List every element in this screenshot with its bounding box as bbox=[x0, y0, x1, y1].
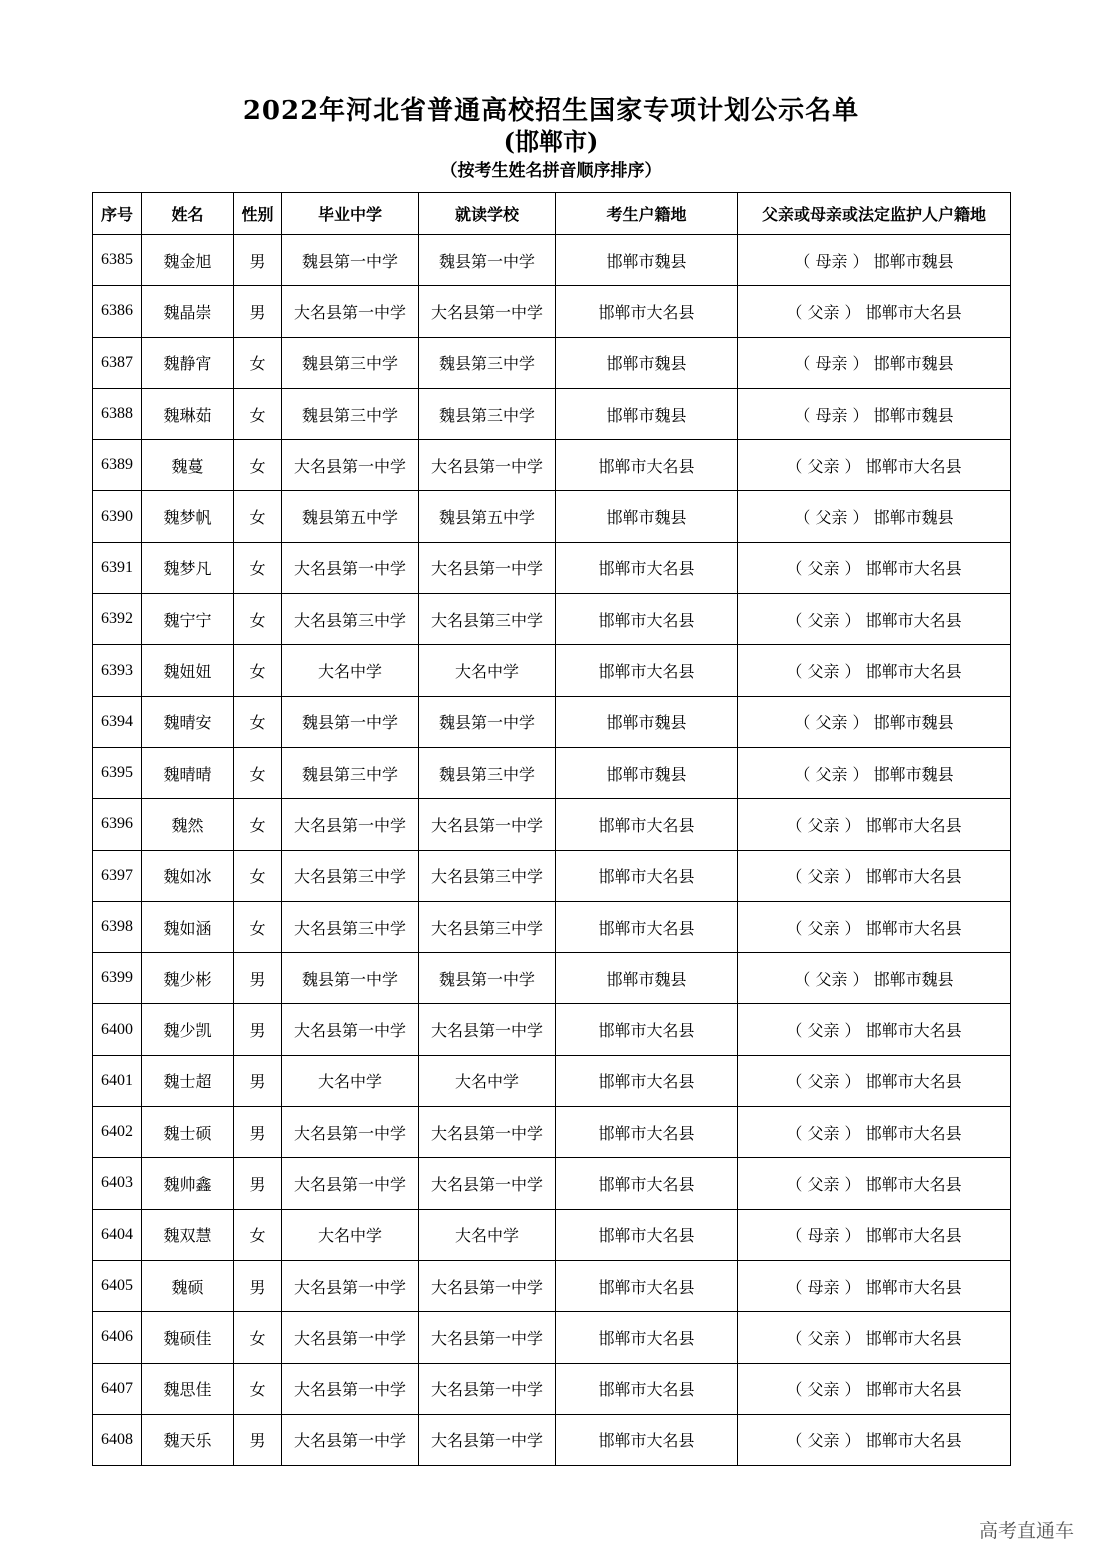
header-household-registration: 考生户籍地 bbox=[556, 193, 738, 235]
gender-cell: 女 bbox=[234, 1209, 282, 1260]
gender-cell: 女 bbox=[234, 594, 282, 645]
table-row bbox=[93, 440, 1011, 491]
seq-cell: 6406 bbox=[93, 1312, 142, 1363]
table-row bbox=[93, 286, 1011, 337]
graduated-school-cell: 魏县第五中学 bbox=[282, 491, 419, 542]
seq-cell: 6395 bbox=[93, 747, 142, 798]
seq-cell: 6389 bbox=[93, 440, 142, 491]
name-cell: 魏然 bbox=[142, 799, 234, 850]
seq-cell: 6402 bbox=[93, 1107, 142, 1158]
current-school-cell: 魏县第三中学 bbox=[419, 747, 556, 798]
table-row bbox=[93, 1312, 1011, 1363]
gender-cell: 男 bbox=[234, 1158, 282, 1209]
name-cell: 魏士硕 bbox=[142, 1107, 234, 1158]
table-row bbox=[93, 235, 1011, 286]
seq-cell: 6408 bbox=[93, 1414, 142, 1465]
table-header-row bbox=[93, 193, 1011, 235]
table-row bbox=[93, 594, 1011, 645]
current-school-cell: 大名县第一中学 bbox=[419, 1363, 556, 1414]
name-cell: 魏天乐 bbox=[142, 1414, 234, 1465]
household-cell: 邯郸市魏县 bbox=[556, 235, 738, 286]
household-cell: 邯郸市大名县 bbox=[556, 1004, 738, 1055]
name-cell: 魏宁宁 bbox=[142, 594, 234, 645]
guardian-cell: （ 母亲 ） 邯郸市大名县 bbox=[738, 1209, 1011, 1260]
seq-cell: 6387 bbox=[93, 337, 142, 388]
guardian-cell: （ 父亲 ） 邯郸市大名县 bbox=[738, 440, 1011, 491]
table-row bbox=[93, 542, 1011, 593]
header-graduated-school: 毕业中学 bbox=[282, 193, 419, 235]
guardian-cell: （ 父亲 ） 邯郸市大名县 bbox=[738, 645, 1011, 696]
household-cell: 邯郸市大名县 bbox=[556, 1414, 738, 1465]
seq-cell: 6403 bbox=[93, 1158, 142, 1209]
name-cell: 魏硕 bbox=[142, 1260, 234, 1311]
header-name: 姓名 bbox=[142, 193, 234, 235]
name-cell: 魏琳茹 bbox=[142, 388, 234, 439]
household-cell: 邯郸市大名县 bbox=[556, 1055, 738, 1106]
current-school-cell: 大名县第三中学 bbox=[419, 594, 556, 645]
guardian-cell: （ 父亲 ） 邯郸市大名县 bbox=[738, 286, 1011, 337]
table-row bbox=[93, 1004, 1011, 1055]
graduated-school-cell: 大名县第三中学 bbox=[282, 594, 419, 645]
graduated-school-cell: 大名县第一中学 bbox=[282, 1260, 419, 1311]
guardian-cell: （ 父亲 ） 邯郸市大名县 bbox=[738, 1414, 1011, 1465]
table-row bbox=[93, 491, 1011, 542]
graduated-school-cell: 魏县第一中学 bbox=[282, 696, 419, 747]
seq-cell: 6404 bbox=[93, 1209, 142, 1260]
name-cell: 魏少彬 bbox=[142, 953, 234, 1004]
current-school-cell: 魏县第三中学 bbox=[419, 388, 556, 439]
name-cell: 魏蔓 bbox=[142, 440, 234, 491]
current-school-cell: 魏县第一中学 bbox=[419, 953, 556, 1004]
household-cell: 邯郸市大名县 bbox=[556, 1260, 738, 1311]
gender-cell: 男 bbox=[234, 1414, 282, 1465]
guardian-cell: （ 父亲 ） 邯郸市大名县 bbox=[738, 1055, 1011, 1106]
gender-cell: 女 bbox=[234, 645, 282, 696]
table-row bbox=[93, 1158, 1011, 1209]
document-title: 2022年河北省普通高校招生国家专项计划公示名单 bbox=[242, 96, 860, 126]
guardian-cell: （ 父亲 ） 邯郸市大名县 bbox=[738, 542, 1011, 593]
current-school-cell: 大名县第一中学 bbox=[419, 542, 556, 593]
seq-cell: 6396 bbox=[93, 799, 142, 850]
name-cell: 魏硕佳 bbox=[142, 1312, 234, 1363]
household-cell: 邯郸市魏县 bbox=[556, 491, 738, 542]
table-row bbox=[93, 645, 1011, 696]
name-cell: 魏静宵 bbox=[142, 337, 234, 388]
name-cell: 魏双慧 bbox=[142, 1209, 234, 1260]
household-cell: 邯郸市大名县 bbox=[556, 1107, 738, 1158]
name-cell: 魏金旭 bbox=[142, 235, 234, 286]
table-row bbox=[93, 901, 1011, 952]
table-row bbox=[93, 696, 1011, 747]
graduated-school-cell: 魏县第三中学 bbox=[282, 747, 419, 798]
graduated-school-cell: 大名县第一中学 bbox=[282, 1158, 419, 1209]
graduated-school-cell: 大名县第一中学 bbox=[282, 1312, 419, 1363]
guardian-cell: （ 父亲 ） 邯郸市大名县 bbox=[738, 850, 1011, 901]
current-school-cell: 大名县第一中学 bbox=[419, 799, 556, 850]
header-current-school: 就读学校 bbox=[419, 193, 556, 235]
current-school-cell: 大名县第一中学 bbox=[419, 286, 556, 337]
gender-cell: 男 bbox=[234, 1055, 282, 1106]
seq-cell: 6399 bbox=[93, 953, 142, 1004]
current-school-cell: 魏县第五中学 bbox=[419, 491, 556, 542]
table-row bbox=[93, 799, 1011, 850]
name-cell: 魏晶崇 bbox=[142, 286, 234, 337]
table-row bbox=[93, 1414, 1011, 1465]
household-cell: 邯郸市大名县 bbox=[556, 542, 738, 593]
household-cell: 邯郸市大名县 bbox=[556, 850, 738, 901]
guardian-cell: （ 父亲 ） 邯郸市大名县 bbox=[738, 1158, 1011, 1209]
guardian-cell: （ 母亲 ） 邯郸市魏县 bbox=[738, 337, 1011, 388]
seq-cell: 6390 bbox=[93, 491, 142, 542]
graduated-school-cell: 大名县第一中学 bbox=[282, 286, 419, 337]
gender-cell: 女 bbox=[234, 696, 282, 747]
graduated-school-cell: 魏县第一中学 bbox=[282, 235, 419, 286]
gender-cell: 女 bbox=[234, 799, 282, 850]
seq-cell: 6407 bbox=[93, 1363, 142, 1414]
name-cell: 魏梦帆 bbox=[142, 491, 234, 542]
name-cell: 魏梦凡 bbox=[142, 542, 234, 593]
current-school-cell: 魏县第三中学 bbox=[419, 337, 556, 388]
gender-cell: 女 bbox=[234, 337, 282, 388]
name-cell: 魏思佳 bbox=[142, 1363, 234, 1414]
gender-cell: 女 bbox=[234, 850, 282, 901]
seq-cell: 6394 bbox=[93, 696, 142, 747]
household-cell: 邯郸市大名县 bbox=[556, 901, 738, 952]
guardian-cell: （ 父亲 ） 邯郸市魏县 bbox=[738, 747, 1011, 798]
name-cell: 魏晴晴 bbox=[142, 747, 234, 798]
current-school-cell: 大名中学 bbox=[419, 1209, 556, 1260]
table-row bbox=[93, 1363, 1011, 1414]
table-row bbox=[93, 850, 1011, 901]
table-row bbox=[93, 747, 1011, 798]
household-cell: 邯郸市魏县 bbox=[556, 696, 738, 747]
seq-cell: 6392 bbox=[93, 594, 142, 645]
header-guardian-registration: 父亲或母亲或法定监护人户籍地 bbox=[738, 193, 1011, 235]
guardian-cell: （ 父亲 ） 邯郸市大名县 bbox=[738, 901, 1011, 952]
table-row bbox=[93, 388, 1011, 439]
guardian-cell: （ 父亲 ） 邯郸市大名县 bbox=[738, 799, 1011, 850]
guardian-cell: （ 父亲 ） 邯郸市魏县 bbox=[738, 953, 1011, 1004]
current-school-cell: 大名县第一中学 bbox=[419, 1312, 556, 1363]
graduated-school-cell: 大名县第一中学 bbox=[282, 1363, 419, 1414]
graduated-school-cell: 大名县第三中学 bbox=[282, 850, 419, 901]
gender-cell: 女 bbox=[234, 747, 282, 798]
current-school-cell: 大名中学 bbox=[419, 645, 556, 696]
gender-cell: 男 bbox=[234, 286, 282, 337]
header-seq: 序号 bbox=[93, 193, 142, 235]
graduated-school-cell: 大名县第一中学 bbox=[282, 1414, 419, 1465]
graduated-school-cell: 大名县第一中学 bbox=[282, 799, 419, 850]
graduated-school-cell: 大名县第一中学 bbox=[282, 1107, 419, 1158]
graduated-school-cell: 大名县第一中学 bbox=[282, 1004, 419, 1055]
seq-cell: 6393 bbox=[93, 645, 142, 696]
household-cell: 邯郸市大名县 bbox=[556, 1312, 738, 1363]
seq-cell: 6405 bbox=[93, 1260, 142, 1311]
current-school-cell: 大名县第一中学 bbox=[419, 1414, 556, 1465]
name-cell: 魏如涵 bbox=[142, 901, 234, 952]
document-city: (邯郸市) bbox=[503, 127, 599, 156]
graduated-school-cell: 大名中学 bbox=[282, 645, 419, 696]
graduated-school-cell: 大名县第一中学 bbox=[282, 542, 419, 593]
household-cell: 邯郸市大名县 bbox=[556, 594, 738, 645]
current-school-cell: 大名县第一中学 bbox=[419, 1107, 556, 1158]
gender-cell: 男 bbox=[234, 1107, 282, 1158]
name-cell: 魏晴安 bbox=[142, 696, 234, 747]
seq-cell: 6398 bbox=[93, 901, 142, 952]
household-cell: 邯郸市魏县 bbox=[556, 337, 738, 388]
graduated-school-cell: 魏县第一中学 bbox=[282, 953, 419, 1004]
name-cell: 魏妞妞 bbox=[142, 645, 234, 696]
guardian-cell: （ 母亲 ） 邯郸市魏县 bbox=[738, 388, 1011, 439]
guardian-cell: （ 父亲 ） 邯郸市大名县 bbox=[738, 1107, 1011, 1158]
current-school-cell: 大名县第一中学 bbox=[419, 1260, 556, 1311]
table-row bbox=[93, 1260, 1011, 1311]
seq-cell: 6386 bbox=[93, 286, 142, 337]
gender-cell: 男 bbox=[234, 235, 282, 286]
gender-cell: 女 bbox=[234, 1363, 282, 1414]
name-cell: 魏少凯 bbox=[142, 1004, 234, 1055]
household-cell: 邯郸市魏县 bbox=[556, 388, 738, 439]
graduated-school-cell: 魏县第三中学 bbox=[282, 388, 419, 439]
current-school-cell: 魏县第一中学 bbox=[419, 696, 556, 747]
table-row bbox=[93, 1055, 1011, 1106]
guardian-cell: （ 父亲 ） 邯郸市魏县 bbox=[738, 696, 1011, 747]
gender-cell: 女 bbox=[234, 388, 282, 439]
name-cell: 魏如冰 bbox=[142, 850, 234, 901]
guardian-cell: （ 父亲 ） 邯郸市魏县 bbox=[738, 491, 1011, 542]
household-cell: 邯郸市大名县 bbox=[556, 1363, 738, 1414]
header-gender: 性别 bbox=[234, 193, 282, 235]
guardian-cell: （ 父亲 ） 邯郸市大名县 bbox=[738, 1004, 1011, 1055]
gender-cell: 男 bbox=[234, 1260, 282, 1311]
document-sort-note: （按考生姓名拼音顺序排序） bbox=[440, 161, 662, 181]
gender-cell: 女 bbox=[234, 901, 282, 952]
seq-cell: 6401 bbox=[93, 1055, 142, 1106]
current-school-cell: 魏县第一中学 bbox=[419, 235, 556, 286]
gender-cell: 女 bbox=[234, 1312, 282, 1363]
household-cell: 邯郸市大名县 bbox=[556, 440, 738, 491]
gender-cell: 男 bbox=[234, 953, 282, 1004]
seq-cell: 6388 bbox=[93, 388, 142, 439]
gender-cell: 女 bbox=[234, 440, 282, 491]
gender-cell: 女 bbox=[234, 491, 282, 542]
guardian-cell: （ 父亲 ） 邯郸市大名县 bbox=[738, 1312, 1011, 1363]
table-row bbox=[93, 953, 1011, 1004]
guardian-cell: （ 父亲 ） 邯郸市大名县 bbox=[738, 1363, 1011, 1414]
seq-cell: 6385 bbox=[93, 235, 142, 286]
watermark: 高考直通车 bbox=[978, 1520, 1074, 1542]
current-school-cell: 大名县第三中学 bbox=[419, 850, 556, 901]
seq-cell: 6397 bbox=[93, 850, 142, 901]
household-cell: 邯郸市魏县 bbox=[556, 747, 738, 798]
guardian-cell: （ 母亲 ） 邯郸市魏县 bbox=[738, 235, 1011, 286]
guardian-cell: （ 父亲 ） 邯郸市大名县 bbox=[738, 594, 1011, 645]
household-cell: 邯郸市大名县 bbox=[556, 1158, 738, 1209]
graduated-school-cell: 大名中学 bbox=[282, 1209, 419, 1260]
graduated-school-cell: 大名县第三中学 bbox=[282, 901, 419, 952]
household-cell: 邯郸市大名县 bbox=[556, 286, 738, 337]
name-cell: 魏帅鑫 bbox=[142, 1158, 234, 1209]
household-cell: 邯郸市大名县 bbox=[556, 799, 738, 850]
current-school-cell: 大名县第三中学 bbox=[419, 901, 556, 952]
gender-cell: 男 bbox=[234, 1004, 282, 1055]
graduated-school-cell: 大名中学 bbox=[282, 1055, 419, 1106]
table-row bbox=[93, 1107, 1011, 1158]
current-school-cell: 大名县第一中学 bbox=[419, 1158, 556, 1209]
current-school-cell: 大名县第一中学 bbox=[419, 440, 556, 491]
gender-cell: 女 bbox=[234, 542, 282, 593]
current-school-cell: 大名中学 bbox=[419, 1055, 556, 1106]
household-cell: 邯郸市大名县 bbox=[556, 1209, 738, 1260]
household-cell: 邯郸市魏县 bbox=[556, 953, 738, 1004]
seq-cell: 6391 bbox=[93, 542, 142, 593]
current-school-cell: 大名县第一中学 bbox=[419, 1004, 556, 1055]
graduated-school-cell: 魏县第三中学 bbox=[282, 337, 419, 388]
table-body bbox=[93, 235, 1011, 1466]
seq-cell: 6400 bbox=[93, 1004, 142, 1055]
table-row bbox=[93, 337, 1011, 388]
name-cell: 魏士超 bbox=[142, 1055, 234, 1106]
table-row bbox=[93, 1209, 1011, 1260]
roster-table bbox=[92, 192, 1011, 1466]
guardian-cell: （ 母亲 ） 邯郸市大名县 bbox=[738, 1260, 1011, 1311]
household-cell: 邯郸市大名县 bbox=[556, 645, 738, 696]
graduated-school-cell: 大名县第一中学 bbox=[282, 440, 419, 491]
